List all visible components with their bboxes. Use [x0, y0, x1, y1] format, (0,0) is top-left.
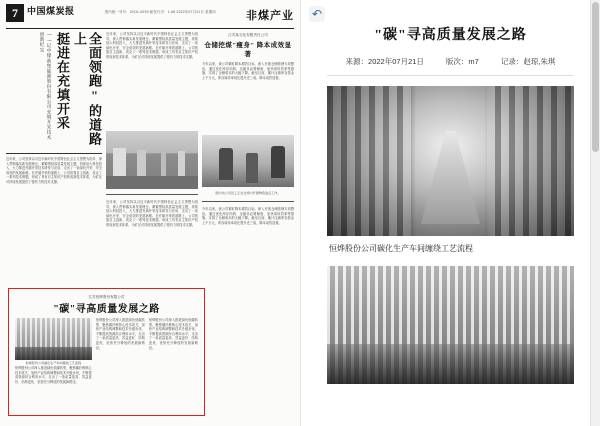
scroll-thumb[interactable] — [592, 2, 599, 152]
meta-edition-label: 版次： — [445, 57, 469, 66]
article2-kicker: 江苏某石化有限责任公司 — [228, 33, 268, 37]
meta-source-value: 2022年07月21日 — [368, 57, 424, 66]
article-meta-row — [327, 56, 574, 68]
back-arrow-icon[interactable]: ↶ — [309, 6, 325, 22]
article3-body: 恒烨股份公司深入推进绿色低碳转型，聚焦碳纤维核心技术攻关，加快产业结构调整和技术升级步伐，不断提高资源综合利用水平，走出了一条质量更高、效益更好、结构更优、优势充分释放的发展新路径。 — [15, 366, 92, 384]
carbon-fiber-winding-photo — [327, 266, 574, 384]
meta-author-value: 赵琼,朱琪 — [523, 57, 556, 66]
article3-left-col — [15, 318, 92, 410]
page-number: 7 — [6, 4, 24, 22]
newspaper-section-label: 非煤产业 — [246, 10, 294, 22]
article3-body-cont-2: 恒烨股份公司深入推进绿色低碳转型，聚焦碳纤维核心技术攻关，加快产业结构调整和技术升级步伐，不断提高资源综合利用水平，走出了一条质量更高、效益更好、结构更优、优势充分释放的发展新路径。 — [148, 318, 198, 350]
article2-photo-caption: 图为该公司员工正在仓库内开展物资盘点工作。 — [215, 191, 281, 195]
article3-photo-caption: 恒烨股份公司碳化生产车间缠绕工艺流程 — [25, 361, 82, 365]
divider-2 — [202, 201, 294, 202]
lead-article-body: 近年来，公司坚持以习近平新时代中国特色社会主义思想为指导，深入贯彻落实新发展理念，紧紧围绕高质量发展主题，持续加大科技投入，大力推进充填开采技术研发与应用，走出了一条绿色开采、安全高效的发展新路。在充填开采的道路上，公司依靠自主创新，攻克了一系列技术难题，形成了具有自主知识产权的成套技术体系，为矿区可持续发展提供了强有力的技术支撑。 — [6, 157, 102, 184]
newspaper-publication-info: 国内统一刊号：CN11-0039 邮发代号：1-69 2022年07月21日 星期四 — [104, 10, 216, 14]
lead-article-headline-block[interactable] — [6, 32, 102, 154]
article2-title[interactable]: 仓储挖煤"瘦身" 降本成效显著 — [204, 42, 292, 58]
article-detail-content — [301, 0, 600, 384]
article2-body: 今年以来，该公司紧盯降本增效目标，深入开展仓储管理专项整治，通过优化库存结构、压缩非必要储备、加快周转效率等措施，实现了仓储成本的大幅下降。截至目前，累计压减库存资金上千万元，库存周转率同比提升近三成，降本成效显著。 — [202, 62, 294, 80]
article3-kicker: 江苏恒烨股份有限公司 — [88, 295, 125, 299]
article2-body-cont: 今年以来，该公司紧盯降本增效目标，深入开展仓储管理专项整治，通过优化库存结构、压缩非必要储备、加快周转效率等措施，实现了仓储成本的大幅下降。截至目前，累计压减库存资金上千万元，库存周转率同比提升近三成，降本成效显著。 — [202, 207, 294, 225]
lead-headline-line2: 挺进在充填开采 — [55, 32, 70, 130]
article-figure-1 — [327, 86, 574, 256]
lead-subhead: ——记中煤新集能源股份有限公司充填开采技术创新纪实 — [40, 32, 52, 140]
meta-author-label: 记录： — [500, 57, 524, 66]
meta-edition-value: m7 — [468, 57, 479, 66]
article3-title[interactable]: "碳"寻高质量发展之路 — [53, 304, 160, 315]
meta-author — [501, 56, 556, 68]
lead-headline-line1: 全面领跑"的道路上 — [72, 32, 102, 146]
newspaper-title: 中国煤炭报 — [27, 6, 75, 16]
meta-edition — [446, 56, 479, 68]
newspaper-masthead — [6, 4, 294, 29]
lead-article-body-cont-2: 近年来，公司坚持以习近平新时代中国特色社会主义思想为指导，深入贯彻落实新发展理念，紧紧围绕高质量发展主题，持续加大科技投入，大力推进充填开采技术研发与应用，走出了一条绿色开采、安全高效的发展新路。在充填开采的道路上，公司依靠自主创新，攻克了一系列技术难题，形成了具有自主知识产权的成套技术体系，为矿区可持续发展提供了强有力的技术支撑。 — [106, 200, 198, 227]
newspaper-column-3 — [202, 32, 294, 424]
article-figure-1-caption: 恒烨股份公司碳化生产车间缠绕工艺流程 — [329, 244, 473, 253]
lead-article-body-cont: 近年来，公司坚持以习近平新时代中国特色社会主义思想为指导，深入贯彻落实新发展理念，紧紧围绕高质量发展主题，持续加大科技投入，大力推进充填开采技术研发与应用，走出了一条绿色开采、安全高效的发展新路。在充填开采的道路上，公司依靠自主创新，攻克了一系列技术难题，形成了具有自主知识产权的成套技术体系，为矿区可持续发展提供了强有力的技术支撑。 — [106, 32, 198, 59]
meta-divider — [327, 75, 574, 76]
article3-content-row — [15, 318, 198, 410]
vertical-scrollbar[interactable] — [590, 0, 600, 426]
meta-source — [346, 56, 424, 68]
divider — [106, 194, 198, 195]
carbon-fiber-line-photo — [15, 318, 92, 360]
article3-mid-col — [96, 318, 145, 410]
industrial-plant-photo — [106, 131, 198, 189]
page-title: "碳"寻高质量发展之路 — [374, 28, 527, 43]
warehouse-workers-photo — [202, 135, 294, 187]
article-detail-pane — [300, 0, 600, 426]
meta-source-label: 来源： — [345, 57, 369, 66]
carbon-fiber-workshop-photo — [327, 86, 574, 236]
article3-body-cont: 恒烨股份公司深入推进绿色低碳转型，聚焦碳纤维核心技术攻关，加快产业结构调整和技术升级步伐，不断提高资源综合利用水平，走出了一条质量更高、效益更好、结构更优、优势充分释放的发展新路径。 — [95, 318, 145, 350]
article-figure-2 — [327, 266, 574, 384]
article3-right-col — [149, 318, 198, 410]
selected-article-block[interactable] — [12, 292, 201, 412]
